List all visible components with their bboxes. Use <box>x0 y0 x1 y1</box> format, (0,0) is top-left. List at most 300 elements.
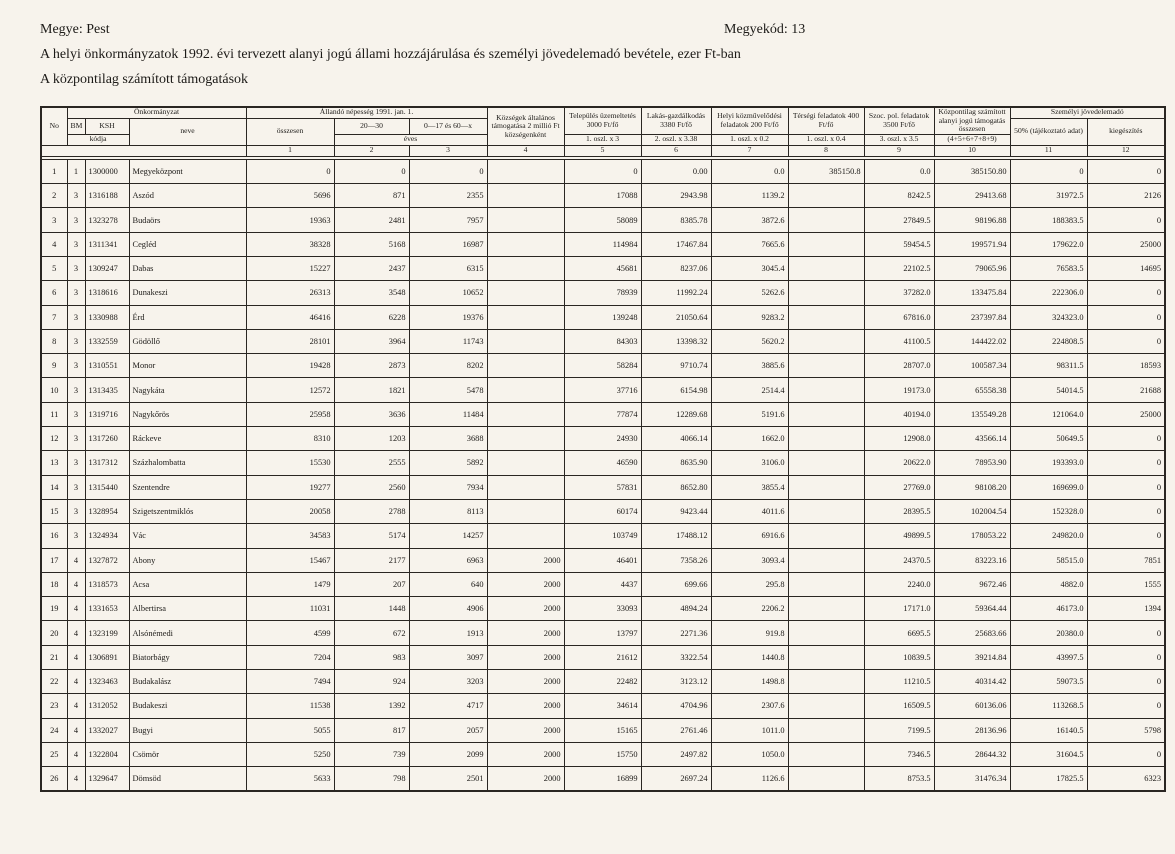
population-total: 25958 <box>246 402 334 426</box>
central-support-total: 65558.38 <box>934 378 1010 402</box>
pit-50-percent: 179622.0 <box>1010 232 1087 256</box>
population-0-17-60: 7957 <box>409 208 487 232</box>
pit-50-percent: 59073.5 <box>1010 670 1087 694</box>
population-20-30: 3548 <box>334 281 409 305</box>
municipality-name: Alsónémedi <box>129 621 246 645</box>
central-support-total: 98108.20 <box>934 475 1010 499</box>
bm-code: 3 <box>67 256 85 280</box>
housing: 4704.96 <box>641 694 711 718</box>
village-support <box>487 499 564 523</box>
bm-code: 3 <box>67 184 85 208</box>
settlement-operation: 21612 <box>564 645 641 669</box>
population-20-30: 2177 <box>334 548 409 572</box>
social-policy: 6695.5 <box>864 621 934 645</box>
ksh-code: 1331653 <box>85 597 129 621</box>
regional-tasks <box>788 718 864 742</box>
population-total: 11538 <box>246 694 334 718</box>
housing: 6154.98 <box>641 378 711 402</box>
housing: 3322.54 <box>641 645 711 669</box>
table-row <box>41 256 1165 280</box>
bm-code: 4 <box>67 548 85 572</box>
settlement-operation: 77874 <box>564 402 641 426</box>
culture: 2206.2 <box>711 597 788 621</box>
population-20-30: 871 <box>334 184 409 208</box>
culture: 9283.2 <box>711 305 788 329</box>
village-support: 2000 <box>487 694 564 718</box>
population-0-17-60: 2057 <box>409 718 487 742</box>
row-no: 19 <box>41 597 67 621</box>
col-szja: Személyi jövedelemadó <box>1010 107 1165 118</box>
population-total: 1479 <box>246 572 334 596</box>
central-support-total: 39214.84 <box>934 645 1010 669</box>
settlement-operation: 33093 <box>564 597 641 621</box>
population-0-17-60: 640 <box>409 572 487 596</box>
pit-50-percent: 224808.5 <box>1010 329 1087 353</box>
village-support: 2000 <box>487 548 564 572</box>
population-total: 5696 <box>246 184 334 208</box>
pit-supplement: 0 <box>1087 742 1165 766</box>
culture: 1440.8 <box>711 645 788 669</box>
central-support-total: 135549.28 <box>934 402 1010 426</box>
table-row <box>41 572 1165 596</box>
social-policy: 17171.0 <box>864 597 934 621</box>
regional-tasks <box>788 548 864 572</box>
housing: 17467.84 <box>641 232 711 256</box>
pit-50-percent: 113268.5 <box>1010 694 1087 718</box>
table-row <box>41 621 1165 645</box>
housing: 11992.24 <box>641 281 711 305</box>
population-20-30: 2560 <box>334 475 409 499</box>
municipality-name: Szentendre <box>129 475 246 499</box>
population-20-30: 1448 <box>334 597 409 621</box>
county-code-label: Megyekód: 13 <box>724 22 806 37</box>
regional-tasks <box>788 524 864 548</box>
housing: 2761.46 <box>641 718 711 742</box>
bm-code: 3 <box>67 208 85 232</box>
settlement-operation: 60174 <box>564 499 641 523</box>
pit-50-percent: 54014.5 <box>1010 378 1087 402</box>
ksh-code: 1322804 <box>85 742 129 766</box>
culture: 1126.6 <box>711 767 788 791</box>
social-policy: 27769.0 <box>864 475 934 499</box>
social-policy: 49899.5 <box>864 524 934 548</box>
bm-code: 3 <box>67 281 85 305</box>
row-no: 3 <box>41 208 67 232</box>
ksh-code: 1317312 <box>85 451 129 475</box>
bm-code: 4 <box>67 572 85 596</box>
municipality-name: Monor <box>129 354 246 378</box>
table-row <box>41 742 1165 766</box>
settlement-operation: 58089 <box>564 208 641 232</box>
population-total: 15467 <box>246 548 334 572</box>
municipality-name: Dunakeszi <box>129 281 246 305</box>
population-total: 19363 <box>246 208 334 232</box>
municipality-name: Albertirsa <box>129 597 246 621</box>
row-no: 9 <box>41 354 67 378</box>
population-0-17-60: 2501 <box>409 767 487 791</box>
table-row <box>41 427 1165 451</box>
housing: 2497.82 <box>641 742 711 766</box>
population-20-30: 817 <box>334 718 409 742</box>
population-0-17-60: 3688 <box>409 427 487 451</box>
central-support-total: 60136.06 <box>934 694 1010 718</box>
col-bm: BM <box>67 118 85 134</box>
settlement-operation: 15750 <box>564 742 641 766</box>
bm-code: 3 <box>67 305 85 329</box>
table-row <box>41 184 1165 208</box>
pit-supplement: 0 <box>1087 499 1165 523</box>
village-support <box>487 402 564 426</box>
municipality-name: Budakalász <box>129 670 246 694</box>
population-0-17-60: 6963 <box>409 548 487 572</box>
municipality-name: Acsa <box>129 572 246 596</box>
settlement-operation: 17088 <box>564 184 641 208</box>
page-subtitle: A központilag számított támogatások <box>40 72 249 87</box>
settlement-operation: 37716 <box>564 378 641 402</box>
population-0-17-60: 11743 <box>409 329 487 353</box>
table-row <box>41 670 1165 694</box>
social-policy: 8753.5 <box>864 767 934 791</box>
row-no: 7 <box>41 305 67 329</box>
settlement-operation: 103749 <box>564 524 641 548</box>
ksh-code: 1315440 <box>85 475 129 499</box>
central-support-total: 199571.94 <box>934 232 1010 256</box>
regional-tasks <box>788 208 864 232</box>
village-support: 2000 <box>487 621 564 645</box>
village-support <box>487 451 564 475</box>
culture: 5262.6 <box>711 281 788 305</box>
pit-50-percent: 249820.0 <box>1010 524 1087 548</box>
row-no: 14 <box>41 475 67 499</box>
col-no: No <box>41 107 67 145</box>
table-row <box>41 208 1165 232</box>
pit-supplement: 0 <box>1087 329 1165 353</box>
population-total: 26313 <box>246 281 334 305</box>
central-support-total: 102004.54 <box>934 499 1010 523</box>
row-no: 10 <box>41 378 67 402</box>
population-0-17-60: 6315 <box>409 256 487 280</box>
population-20-30: 207 <box>334 572 409 596</box>
pit-50-percent: 43997.5 <box>1010 645 1087 669</box>
col-num: 5 <box>564 145 641 156</box>
population-total: 5250 <box>246 742 334 766</box>
table-row <box>41 645 1165 669</box>
regional-tasks <box>788 475 864 499</box>
table-row <box>41 767 1165 791</box>
regional-tasks <box>788 670 864 694</box>
population-0-17-60: 4717 <box>409 694 487 718</box>
regional-tasks <box>788 281 864 305</box>
regional-tasks <box>788 451 864 475</box>
col-nepesseg: Állandó népesség 1991. jan. 1. <box>246 107 487 118</box>
ksh-code: 1323278 <box>85 208 129 232</box>
population-0-17-60: 3203 <box>409 670 487 694</box>
regional-tasks <box>788 572 864 596</box>
bm-code: 3 <box>67 329 85 353</box>
ksh-code: 1330988 <box>85 305 129 329</box>
village-support: 2000 <box>487 742 564 766</box>
municipality-name: Százhalombatta <box>129 451 246 475</box>
municipality-name: Abony <box>129 548 246 572</box>
ksh-code: 1306891 <box>85 645 129 669</box>
settlement-operation: 78939 <box>564 281 641 305</box>
ksh-code: 1332559 <box>85 329 129 353</box>
bm-code: 3 <box>67 354 85 378</box>
bm-code: 4 <box>67 645 85 669</box>
central-support-total: 144422.02 <box>934 329 1010 353</box>
population-total: 19428 <box>246 354 334 378</box>
central-support-total: 79065.96 <box>934 256 1010 280</box>
population-20-30: 5168 <box>334 232 409 256</box>
col-num: 3 <box>409 145 487 156</box>
central-support-total: 25683.66 <box>934 621 1010 645</box>
col-kozmuv-formula: 1. oszl. x 0.2 <box>711 134 788 145</box>
village-support <box>487 281 564 305</box>
housing: 8635.90 <box>641 451 711 475</box>
population-20-30: 6228 <box>334 305 409 329</box>
central-support-total: 83223.16 <box>934 548 1010 572</box>
municipality-name: Megyeközpont <box>129 159 246 183</box>
pit-supplement: 25000 <box>1087 402 1165 426</box>
regional-tasks <box>788 256 864 280</box>
settlement-operation: 34614 <box>564 694 641 718</box>
col-neve: neve <box>129 118 246 145</box>
table-body <box>41 156 1165 791</box>
pit-supplement: 0 <box>1087 159 1165 183</box>
population-20-30: 924 <box>334 670 409 694</box>
village-support <box>487 232 564 256</box>
population-20-30: 0 <box>334 159 409 183</box>
village-support: 2000 <box>487 670 564 694</box>
population-0-17-60: 4906 <box>409 597 487 621</box>
population-0-17-60: 14257 <box>409 524 487 548</box>
population-0-17-60: 1913 <box>409 621 487 645</box>
housing: 2271.36 <box>641 621 711 645</box>
pit-supplement: 0 <box>1087 281 1165 305</box>
housing: 2943.98 <box>641 184 711 208</box>
col-num: 4 <box>487 145 564 156</box>
table-row <box>41 475 1165 499</box>
housing: 8237.06 <box>641 256 711 280</box>
pit-50-percent: 169699.0 <box>1010 475 1087 499</box>
ksh-code: 1313435 <box>85 378 129 402</box>
pit-50-percent: 31604.5 <box>1010 742 1087 766</box>
ksh-code: 1310551 <box>85 354 129 378</box>
county-label: Megye: Pest <box>40 22 110 37</box>
pit-supplement: 0 <box>1087 451 1165 475</box>
social-policy: 12908.0 <box>864 427 934 451</box>
page-title: A helyi önkormányzatok 1992. évi tervezett alanyi jogú állami hozzájárulása és személyi jövedelemadó bevétele, ezer Ft-ban <box>40 47 741 62</box>
bm-code: 4 <box>67 597 85 621</box>
table-row <box>41 451 1165 475</box>
pit-50-percent: 188383.5 <box>1010 208 1087 232</box>
regional-tasks <box>788 305 864 329</box>
village-support <box>487 159 564 183</box>
population-20-30: 2481 <box>334 208 409 232</box>
table-row <box>41 378 1165 402</box>
row-no: 16 <box>41 524 67 548</box>
settlement-operation: 139248 <box>564 305 641 329</box>
col-num: 8 <box>788 145 864 156</box>
row-no: 23 <box>41 694 67 718</box>
population-0-17-60: 5892 <box>409 451 487 475</box>
village-support: 2000 <box>487 572 564 596</box>
pit-supplement: 0 <box>1087 645 1165 669</box>
culture: 2307.6 <box>711 694 788 718</box>
pit-supplement: 0 <box>1087 475 1165 499</box>
regional-tasks <box>788 354 864 378</box>
row-no: 26 <box>41 767 67 791</box>
pit-supplement: 25000 <box>1087 232 1165 256</box>
social-policy: 11210.5 <box>864 670 934 694</box>
pit-supplement: 0 <box>1087 524 1165 548</box>
culture: 3045.4 <box>711 256 788 280</box>
ksh-code: 1329647 <box>85 767 129 791</box>
col-kozpontilag: Központilag számított alanyi jogú támogatás összesen <box>934 107 1010 134</box>
central-support-total: 98196.88 <box>934 208 1010 232</box>
population-total: 19277 <box>246 475 334 499</box>
municipality-name: Vác <box>129 524 246 548</box>
bm-code: 3 <box>67 499 85 523</box>
central-support-total: 28136.96 <box>934 718 1010 742</box>
culture: 1662.0 <box>711 427 788 451</box>
col-osszesen: összesen <box>246 118 334 145</box>
municipality-name: Budakeszi <box>129 694 246 718</box>
population-0-17-60: 8202 <box>409 354 487 378</box>
col-szja-50: 50% (tájékoztató adat) <box>1010 118 1087 145</box>
municipality-name: Dömsöd <box>129 767 246 791</box>
social-policy: 67816.0 <box>864 305 934 329</box>
col-szoc-formula: 3. oszl. x 3.5 <box>864 134 934 145</box>
village-support <box>487 256 564 280</box>
col-lakas: Lakás-gazdálkodás 3380 Ft/fő <box>641 107 711 134</box>
col-num: 9 <box>864 145 934 156</box>
row-no: 22 <box>41 670 67 694</box>
municipality-name: Dabas <box>129 256 246 280</box>
pit-supplement: 18593 <box>1087 354 1165 378</box>
row-no: 1 <box>41 159 67 183</box>
ksh-code: 1332027 <box>85 718 129 742</box>
population-total: 12572 <box>246 378 334 402</box>
social-policy: 28395.5 <box>864 499 934 523</box>
central-support-total: 31476.34 <box>934 767 1010 791</box>
pit-supplement: 0 <box>1087 305 1165 329</box>
pit-50-percent: 31972.5 <box>1010 184 1087 208</box>
ksh-code: 1300000 <box>85 159 129 183</box>
ksh-code: 1316188 <box>85 184 129 208</box>
population-total: 20058 <box>246 499 334 523</box>
housing: 9423.44 <box>641 499 711 523</box>
culture: 6916.6 <box>711 524 788 548</box>
col-telepules-formula: 1. oszl. x 3 <box>564 134 641 145</box>
housing: 21050.64 <box>641 305 711 329</box>
regional-tasks <box>788 767 864 791</box>
table-row <box>41 718 1165 742</box>
table-row <box>41 281 1165 305</box>
population-0-17-60: 16987 <box>409 232 487 256</box>
bm-code: 4 <box>67 742 85 766</box>
pit-supplement: 6323 <box>1087 767 1165 791</box>
social-policy: 27849.5 <box>864 208 934 232</box>
regional-tasks <box>788 427 864 451</box>
central-support-total: 43566.14 <box>934 427 1010 451</box>
population-0-17-60: 10652 <box>409 281 487 305</box>
regional-tasks <box>788 402 864 426</box>
village-support <box>487 208 564 232</box>
pit-supplement: 0 <box>1087 670 1165 694</box>
settlement-operation: 15165 <box>564 718 641 742</box>
col-eves: éves <box>334 134 487 145</box>
table-row <box>41 524 1165 548</box>
municipality-name: Csömör <box>129 742 246 766</box>
settlement-operation: 4437 <box>564 572 641 596</box>
table-row <box>41 694 1165 718</box>
social-policy: 10839.5 <box>864 645 934 669</box>
row-no: 4 <box>41 232 67 256</box>
regional-tasks <box>788 694 864 718</box>
regional-tasks <box>788 184 864 208</box>
ksh-code: 1309247 <box>85 256 129 280</box>
social-policy: 19173.0 <box>864 378 934 402</box>
population-0-17-60: 8113 <box>409 499 487 523</box>
table-row <box>41 159 1165 183</box>
population-20-30: 798 <box>334 767 409 791</box>
ksh-code: 1318616 <box>85 281 129 305</box>
housing: 699.66 <box>641 572 711 596</box>
pit-50-percent: 222306.0 <box>1010 281 1087 305</box>
col-kozsegek: Községek általános támogatása 2 millió Ft községenként <box>487 107 564 145</box>
ksh-code: 1312052 <box>85 694 129 718</box>
row-no: 6 <box>41 281 67 305</box>
col-ksh: KSH <box>85 118 129 134</box>
col-kodja: kódja <box>67 134 129 145</box>
population-20-30: 2555 <box>334 451 409 475</box>
regional-tasks: 385150.8 <box>788 159 864 183</box>
culture: 3106.0 <box>711 451 788 475</box>
social-policy: 16509.5 <box>864 694 934 718</box>
col-num: 10 <box>934 145 1010 156</box>
pit-supplement: 0 <box>1087 208 1165 232</box>
pit-50-percent: 50649.5 <box>1010 427 1087 451</box>
culture: 7665.6 <box>711 232 788 256</box>
pit-supplement: 14695 <box>1087 256 1165 280</box>
central-support-total: 100587.34 <box>934 354 1010 378</box>
central-support-total: 59364.44 <box>934 597 1010 621</box>
bm-code: 4 <box>67 694 85 718</box>
housing: 12289.68 <box>641 402 711 426</box>
population-20-30: 1821 <box>334 378 409 402</box>
row-no: 5 <box>41 256 67 280</box>
data-table <box>40 106 1166 792</box>
culture: 4011.6 <box>711 499 788 523</box>
table-row <box>41 354 1165 378</box>
pit-50-percent: 76583.5 <box>1010 256 1087 280</box>
housing: 8652.80 <box>641 475 711 499</box>
settlement-operation: 45681 <box>564 256 641 280</box>
culture: 919.8 <box>711 621 788 645</box>
col-szoc: Szoc. pol. feladatok 3500 Ft/fő <box>864 107 934 134</box>
population-0-17-60: 19376 <box>409 305 487 329</box>
culture: 2514.4 <box>711 378 788 402</box>
housing: 9710.74 <box>641 354 711 378</box>
social-policy: 22102.5 <box>864 256 934 280</box>
pit-supplement: 1555 <box>1087 572 1165 596</box>
social-policy: 7199.5 <box>864 718 934 742</box>
population-total: 8310 <box>246 427 334 451</box>
population-total: 7204 <box>246 645 334 669</box>
pit-50-percent: 58515.0 <box>1010 548 1087 572</box>
population-total: 5055 <box>246 718 334 742</box>
